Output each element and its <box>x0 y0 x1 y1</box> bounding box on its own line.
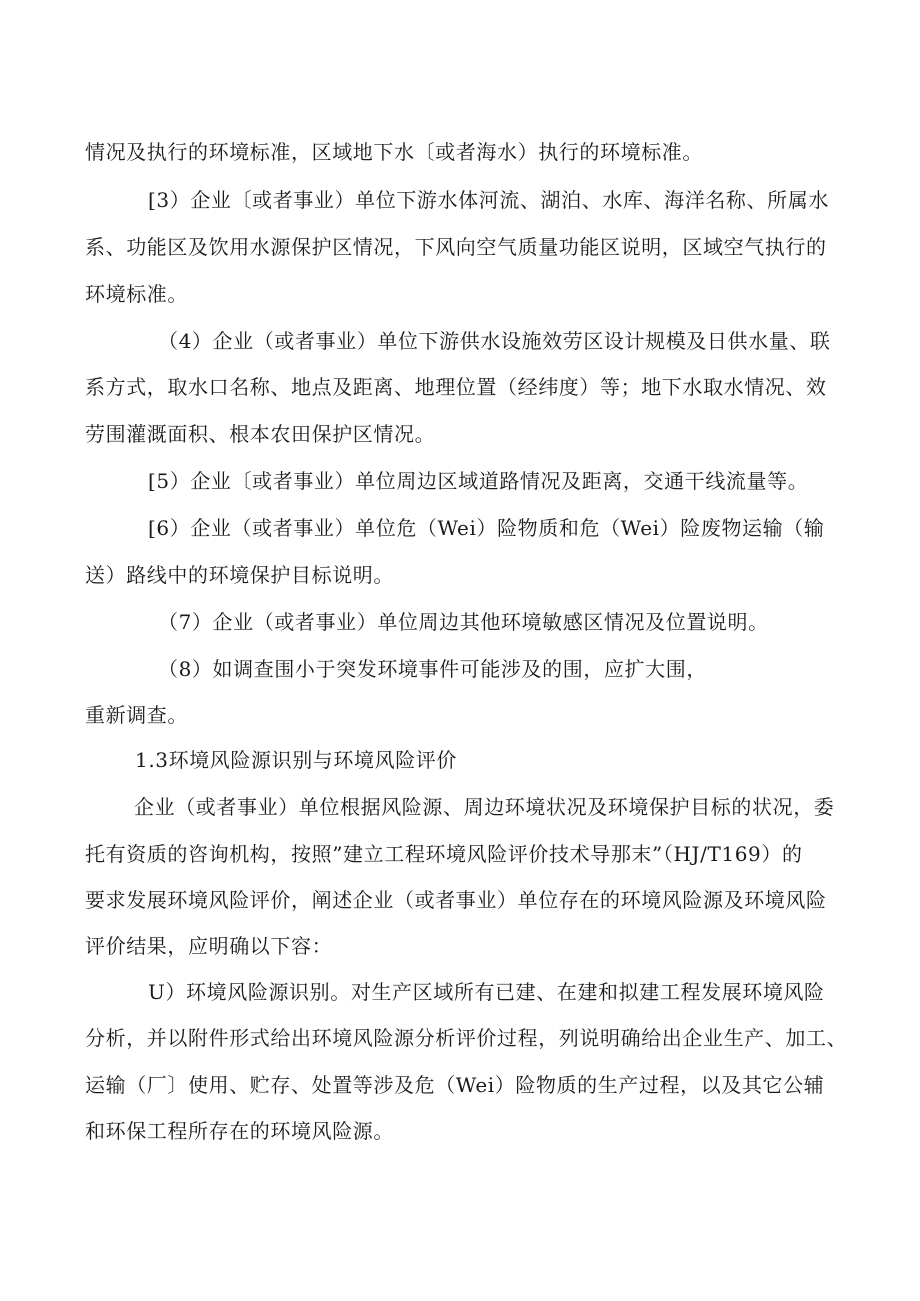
text-line: 分析，并以附件形式给出环境风险源分析评价过程，列说明确给出企业生产、加工、 <box>85 1026 848 1050</box>
text-line: 要求发展环境风险评价，阐述企业（或者事业）单位存在的环境风险源及环境风险 <box>85 888 827 912</box>
text-line: [3）企业〔或者事业）单位下游水体河流、湖泊、水库、海洋名称、所属水 <box>148 188 829 212</box>
text-line: 和环保工程所存在的环境风险源。 <box>85 1119 394 1143</box>
text-line: U）环境风险源识别。对生产区域所有已建、在建和拟建工程发展环境风险 <box>148 980 825 1004</box>
text-line: 托有资质的咨询机构，按照”建立工程环境风险评价技术导那末”（HJ/T169）的 <box>85 842 803 866</box>
text-line: 系方式，取水口名称、地点及距离、地理位置（经纬度）等；地下水取水情况、效 <box>85 375 827 399</box>
section-heading: 1.3环境风险源识别与环境风险评价 <box>135 748 458 772</box>
text-line: 环境标准。 <box>85 282 188 306</box>
text-line: 送）路线中的环境保护目标说明。 <box>85 563 394 587</box>
text-line: 劳围灌溉面积、根本农田保护区情况。 <box>85 422 436 446</box>
text-line: 评价结果，应明确以下容： <box>85 934 333 958</box>
text-line: 运输（厂〕使用、贮存、处置等涉及危（Wei）险物质的生产过程，以及其它公辅 <box>85 1073 825 1097</box>
text-line: [5）企业〔或者事业）单位周边区域道路情况及距离，交通干线流量等。 <box>148 469 809 493</box>
text-line: （8）如调查围小于突发环境事件可能涉及的围，应扩大围， <box>158 657 707 681</box>
text-line: 企业（或者事业）单位根据风险源、周边环境状况及环境保护目标的状况，委 <box>134 795 835 819</box>
text-line: 情况及执行的环境标准，区域地下水〔或者海水）执行的环境标准。 <box>85 140 703 164</box>
text-line: 系、功能区及饮用水源保护区情况，下风向空气质量功能区说明，区域空气执行的 <box>85 235 827 259</box>
text-line: [6）企业（或者事业）单位危（Wei）险物质和危（Wei）险废物运输（输 <box>148 516 825 540</box>
text-line: 重新调查。 <box>85 703 188 727</box>
text-line: （4）企业（或者事业）单位下游供水设施效劳区设计规模及日供水量、联 <box>158 329 831 353</box>
text-line: （7）企业（或者事业）单位周边其他环境敏感区情况及位置说明。 <box>158 610 769 634</box>
